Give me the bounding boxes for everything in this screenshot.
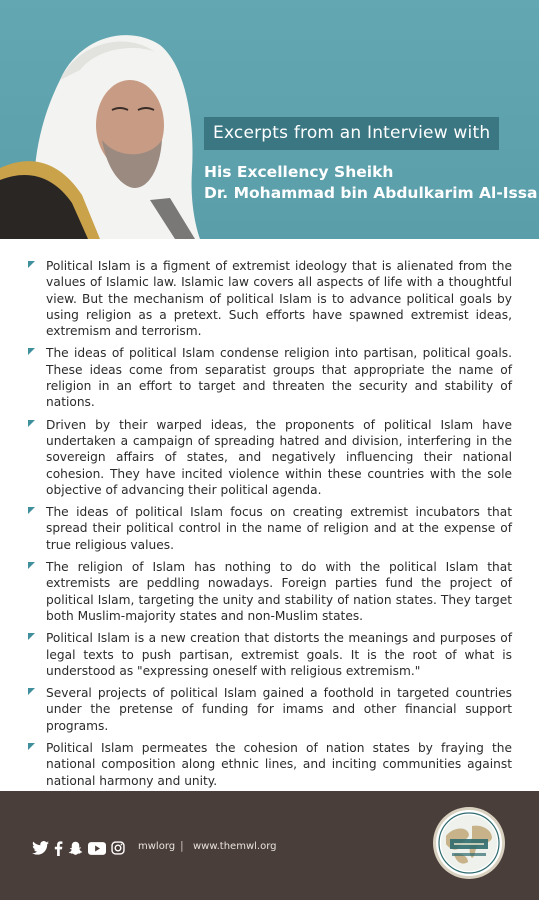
list-item [28,504,512,553]
list-item [28,685,512,734]
title-line-2: Dr. Mohammad bin Abdulkarim Al-Issa [204,184,538,202]
interview-tag: Excerpts from an Interview with [204,117,499,150]
facebook-icon[interactable] [54,841,63,856]
header-banner [0,0,539,239]
triangle-bullet-icon [28,261,35,268]
social-handle[interactable]: mwlorg [138,841,176,852]
list-item [28,559,512,624]
triangle-bullet-icon [28,633,35,640]
portrait-image [0,0,210,239]
footer-separator: | [180,839,184,852]
list-item-text: Driven by their warped ideas, the proponents of political Islam have undertaken a campaign of spreading hatred and division, interfering in the sovereign affairs of states, and negatively influencing their national cohesion. They have incited violence within these countries with the sole objective of advancing their political agenda. [46,417,512,497]
list-item [28,345,512,410]
list-item [28,417,512,498]
triangle-bullet-icon [28,420,35,427]
list-item-text: Political Islam permeates the cohesion of nation states by fraying the national composition along ethnic lines, and inciting communities against national harmony and unity. [46,741,512,788]
list-item-text: Political Islam is a new creation that distorts the meanings and purposes of legal texts to push partisan, extremist goals. It is the root of what is understood as "expressing oneself with religious extremism." [46,631,512,678]
title-line-1: His Excellency Sheikh [204,163,394,181]
list-item-text: The religion of Islam has nothing to do with the political Islam that extremists are peddling nowadays. Foreign parties fund the project of political Islam, targeting the unity and stability of nation states. They target both Muslim-majority states and non-Muslim states. [46,560,512,623]
list-item-text: Several projects of political Islam gained a foothold in targeted countries under the pretense of funding for imams and other financial support programs. [46,686,512,733]
triangle-bullet-icon [28,743,35,750]
twitter-icon[interactable] [32,841,49,855]
triangle-bullet-icon [28,562,35,569]
list-item-text: The ideas of political Islam condense religion into partisan, political goals. These ideas come from separatist groups that appropriate the name of religion in an effort to target and threaten the security and stability of nations. [46,346,512,410]
instagram-icon[interactable] [111,841,125,855]
youtube-icon[interactable] [88,842,106,855]
social-links [32,840,125,856]
list-item-text: Political Islam is a figment of extremist ideology that is alienated from the values of Islamic law. Islamic law covers all aspects of life with a thoughtful view. But the mechanism of political Islam is to advance political goals by using religion as a pretext. Such efforts have spawned extremist ideas, extremism and terrorism. [46,259,512,339]
triangle-bullet-icon [28,348,35,355]
website-link[interactable]: www.themwl.org [193,841,277,852]
mwl-logo [432,806,506,880]
excerpts-list [28,258,512,795]
list-item-text: The ideas of political Islam focus on creating extremist incubators that spread their political control in the name of religion and at the expense of true religious values. [46,505,512,552]
snapchat-icon[interactable] [68,841,83,856]
triangle-bullet-icon [28,507,35,514]
triangle-bullet-icon [28,688,35,695]
list-item [28,258,512,339]
list-item [28,630,512,679]
list-item [28,740,512,789]
